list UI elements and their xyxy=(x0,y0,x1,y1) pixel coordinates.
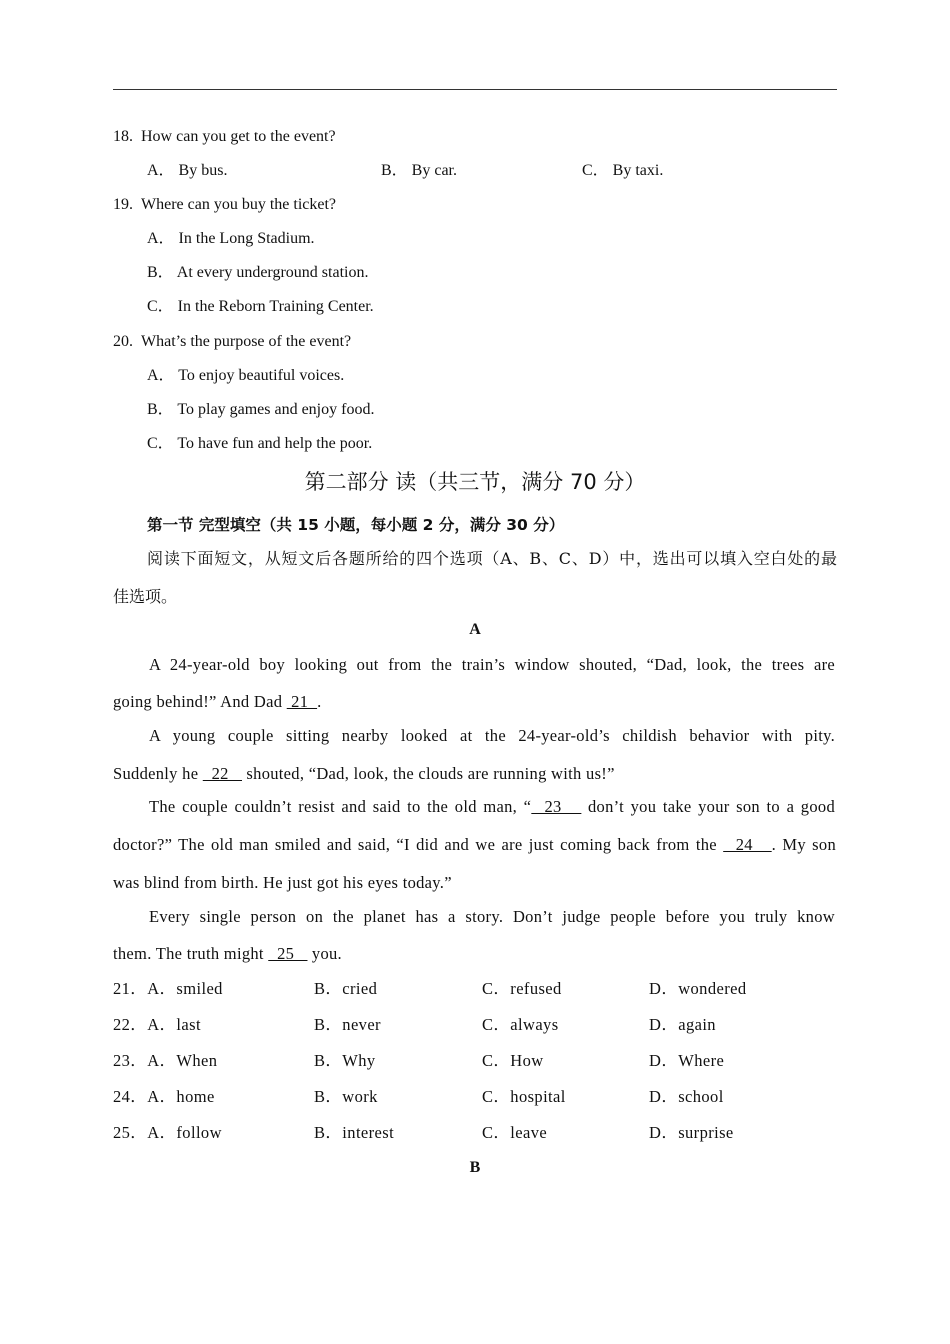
question-number: 20. xyxy=(113,333,133,350)
blank-21: 21 xyxy=(286,692,318,711)
q18-option-a: A． By bus. xyxy=(147,162,228,179)
passage-p3-line2 xyxy=(113,835,836,855)
instruction-line-1: 阅读下面短文，从短文后各题所给的四个选项（A、B、C、D）中，选出可以填入空白处的最 xyxy=(147,549,837,568)
answer-21-c: C．refused xyxy=(482,979,562,998)
passage-p4-line2 xyxy=(113,944,836,964)
answer-24-c: C．hospital xyxy=(482,1087,566,1106)
q19-option-c: C． In the Reborn Training Center. xyxy=(147,298,374,315)
question-text: Where can you buy the ticket? xyxy=(141,196,337,213)
answer-22-c: C．always xyxy=(482,1015,559,1034)
answer-22-a: 22．A．last xyxy=(113,1015,201,1034)
answer-25-d: D．surprise xyxy=(649,1123,734,1142)
passage-label-a: A xyxy=(469,621,481,638)
answer-23-d: D．Where xyxy=(649,1051,725,1070)
text-segment: going behind!” And Dad xyxy=(113,692,287,711)
part-title: 第二部分 读（共三节，满分 70 分） xyxy=(304,470,646,494)
passage-p3-line3: was blind from birth. He just got his eyes today.” xyxy=(113,873,452,892)
blank-24: 24 xyxy=(723,835,772,854)
blank-23: 23 xyxy=(531,797,582,816)
answer-23-c: C．How xyxy=(482,1051,544,1070)
answer-25-b: B．interest xyxy=(314,1123,395,1142)
answer-25-a: 25．A．follow xyxy=(113,1123,222,1142)
answer-24-a: 24．A．home xyxy=(113,1087,215,1106)
answer-23-b: B．Why xyxy=(314,1051,376,1070)
instruction-line-2: 佳选项。 xyxy=(113,587,178,606)
question-20 xyxy=(113,332,351,352)
text-segment: The couple couldn’t resist and said to the old man, “ xyxy=(149,797,532,816)
passage-label-b: B xyxy=(469,1159,481,1176)
question-number: 19. xyxy=(113,196,133,213)
blank-22: 22 xyxy=(202,764,242,783)
header-rule xyxy=(113,89,837,90)
passage-p3-line1 xyxy=(149,797,835,817)
passage-p2-line1: A young couple sitting nearby looked at the 24-year-old’s childish behavior with pity. xyxy=(149,726,835,745)
answer-21-d: D．wondered xyxy=(649,979,747,998)
q20-option-c: C． To have fun and help the poor. xyxy=(147,435,373,452)
passage-p2-line2 xyxy=(113,764,836,784)
passage-p1-line2 xyxy=(113,692,836,712)
text-segment: them. The truth might xyxy=(113,944,269,963)
q20-option-a: A． To enjoy beautiful voices. xyxy=(147,367,345,384)
passage-p4-line1: Every single person on the planet has a story. Don’t judge people before you truly know xyxy=(149,907,835,926)
text-segment: you. xyxy=(307,944,342,963)
answer-23-a: 23．A．When xyxy=(113,1051,218,1070)
answer-25-c: C．leave xyxy=(482,1123,548,1142)
text-segment: Suddenly he xyxy=(113,764,203,783)
answer-24-d: D．school xyxy=(649,1087,724,1106)
answer-22-b: B．never xyxy=(314,1015,381,1034)
answer-22-d: D．again xyxy=(649,1015,716,1034)
text-segment: . xyxy=(317,692,322,711)
q20-option-b: B． To play games and enjoy food. xyxy=(147,401,375,418)
question-18 xyxy=(113,127,336,147)
passage-p1-line1: A 24-year-old boy looking out from the train’s window shouted, “Dad, look, the trees are xyxy=(149,655,835,674)
blank-25: 25 xyxy=(268,944,308,963)
question-text: What’s the purpose of the event? xyxy=(141,333,352,350)
section-heading: 第一节 完型填空（共 15 小题，每小题 2 分，满分 30 分） xyxy=(147,516,565,534)
text-segment: doctor?” The old man smiled and said, “I did and we are just coming back from the xyxy=(113,835,724,854)
question-19 xyxy=(113,195,336,215)
text-segment: don’t you take your son to a good xyxy=(581,797,835,816)
answer-21-b: B．cried xyxy=(314,979,378,998)
q18-option-c: C． By taxi. xyxy=(582,162,664,179)
answer-21-a: 21．A．smiled xyxy=(113,979,223,998)
q19-option-a: A． In the Long Stadium. xyxy=(147,230,315,247)
answer-24-b: B．work xyxy=(314,1087,378,1106)
text-segment: . My son xyxy=(771,835,836,854)
question-number: 18. xyxy=(113,128,133,145)
q19-option-b: B． At every underground station. xyxy=(147,264,369,281)
text-segment: shouted, “Dad, look, the clouds are running with us!” xyxy=(242,764,615,783)
question-text: How can you get to the event? xyxy=(141,128,336,145)
q18-option-b: B． By car. xyxy=(381,162,457,179)
